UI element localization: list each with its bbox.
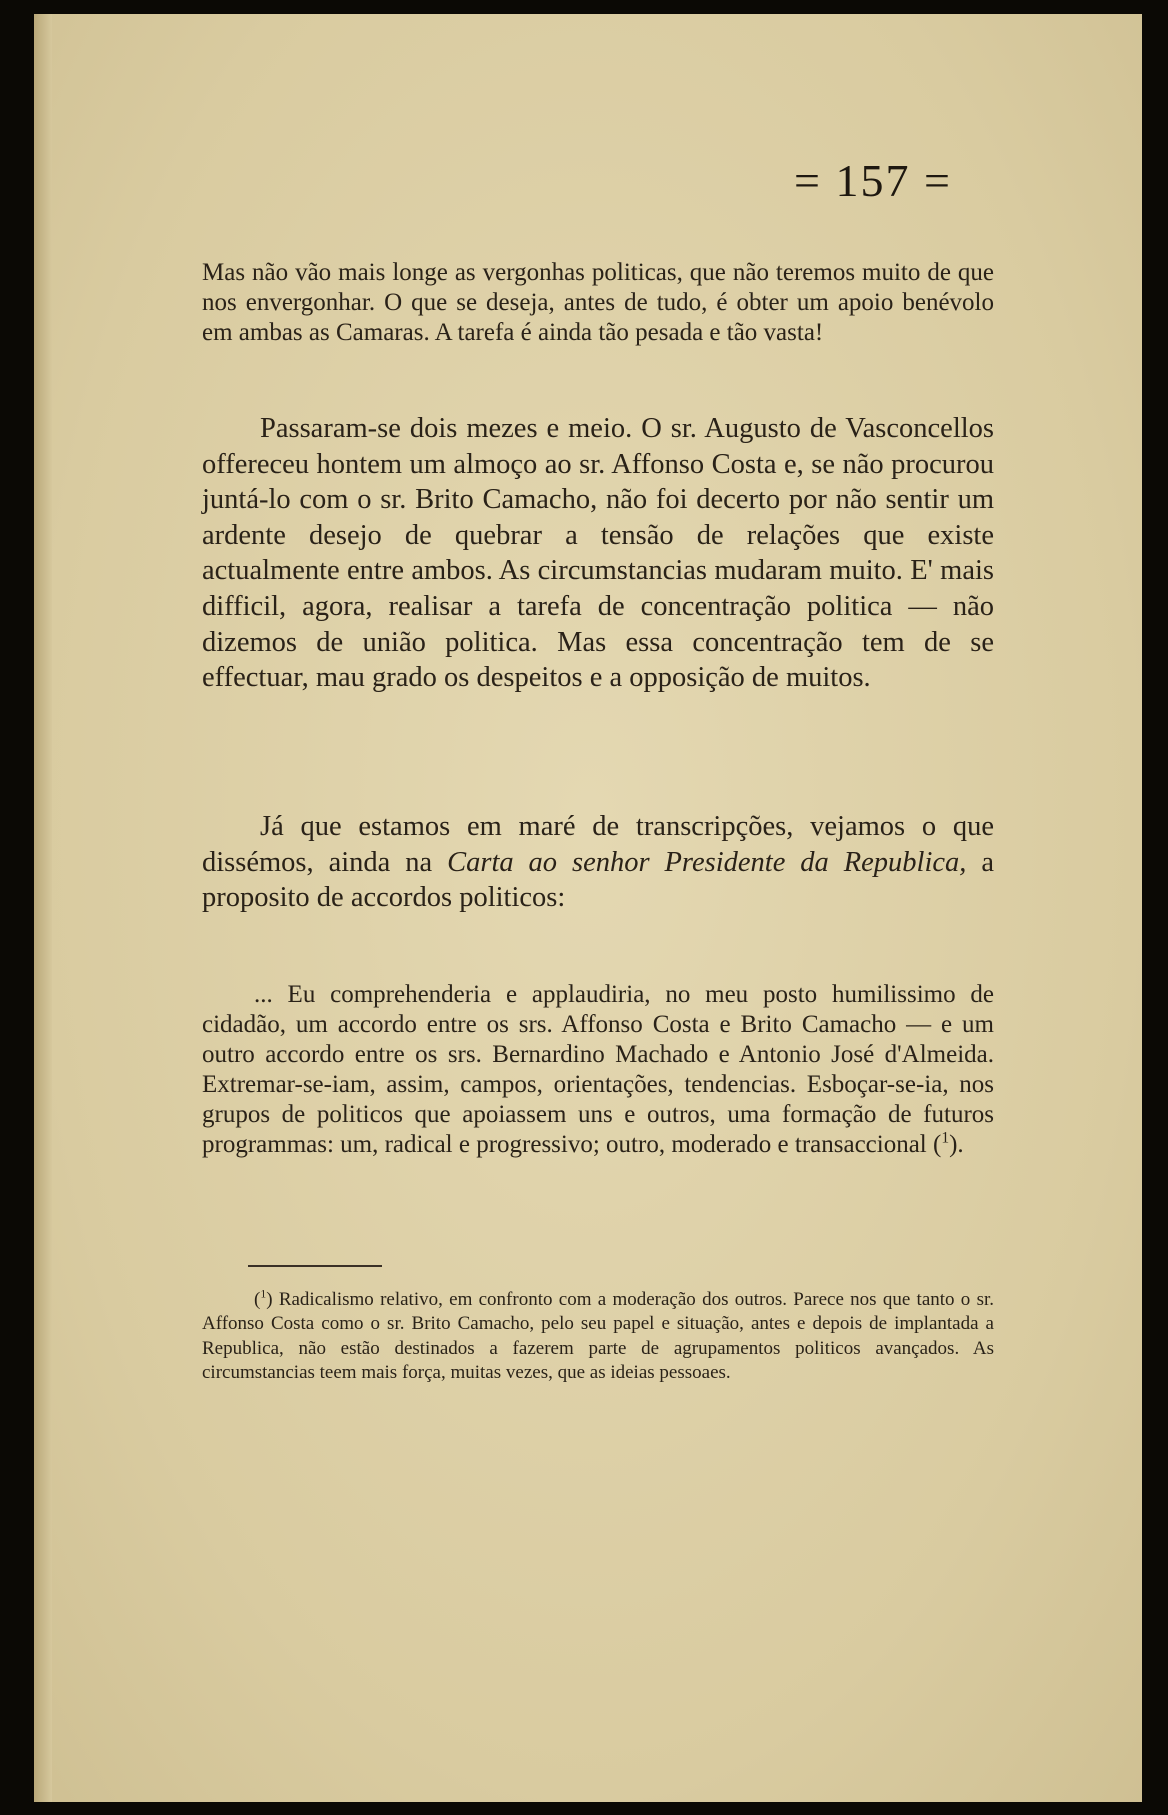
footnote-marker: 1 [260, 1287, 267, 1301]
footnote: ($^1$) Radicalismo relativo, em confronto com a moderação dos outros. Parece nos que tanto o sr. Affonso Costa como o sr. Brito Camacho, pelo seu papel e situação, antes e depois de implantada a Republica, não estão destinados a fazerem parte de agrupamentos politicos avançados. As circumstancias teem mais força, muitas vezes, que as ideias pessoaes. [202, 1287, 994, 1384]
paragraph-3-italic-title: Carta ao senhor Presidente da Republica, [447, 846, 967, 878]
paragraph-1 [202, 258, 994, 348]
paragraph-1-text: Mas não vão mais longe as vergonhas politicas, que não teremos muito de que nos envergonhar. O que se deseja, antes de tudo, é obter um apoio benévolo em ambas as Camaras. A tarefa é ainda tão pesada e tão vasta! [202, 259, 994, 346]
paragraph-3-text-after: a proposito de accordos politicos: [202, 846, 995, 914]
footnote-reference-mark: 1 [941, 1129, 950, 1147]
book-page [34, 14, 1142, 1802]
page-gutter [34, 14, 52, 1802]
footnote-reference: ($^1$). [933, 1129, 964, 1158]
paragraph-2 [202, 411, 994, 696]
footnote-separator [248, 1265, 382, 1267]
footnote-text: Radicalismo relativo, em confronto com a moderação dos outros. Parece nos que tanto o sr. Affonso Costa como o sr. Brito Camacho, pelo seu papel e situação, antes e depois de implantada a Republica, não estão destinados a fazerem parte de agrupamentos politicos avançados. As circumstancias teem mais força, muitas vezes, que as ideias pessoaes. [202, 1289, 994, 1384]
paragraph-3-text-before: Já que estamos em maré de transcripções, vejamos o que dissémos, ainda na [202, 811, 994, 878]
quoted-passage [202, 980, 994, 1160]
page-number: = 157 = [794, 155, 952, 206]
paragraph-3 [202, 809, 994, 916]
paragraph-2-text: Passaram-se dois mezes e meio. O sr. Augusto de Vasconcellos offereceu hontem um almoço ao sr. Affonso Costa e, se não procurou juntá-lo com o sr. Brito Camacho, não foi decerto por não sentir um ardente desejo de quebrar a tensão de relações que existe actualmente entre ambos. As circumstancias mudaram muito. E' mais difficil, agora, realisar a tarefa de concentração politica — não dizemos de união politica. Mas essa concentração tem de se effectuar, mau grado os despeitos e a opposição de muitos. [202, 413, 994, 694]
quoted-passage-text: ... Eu comprehenderia e applaudiria, no meu posto humilissimo de cidadão, um accordo entre os srs. Affonso Costa e Brito Camacho — e um outro accordo entre os srs. Bernardino Machado e Antonio José d'Almeida. Extremar-se-iam, assim, campos, orientações, tendencias. Esboçar-se-ia, nos grupos de politicos que apoiassem uns e outros, uma formação de futuros programmas: um, radical e progressivo; outro, moderado e transaccional [202, 981, 994, 1158]
